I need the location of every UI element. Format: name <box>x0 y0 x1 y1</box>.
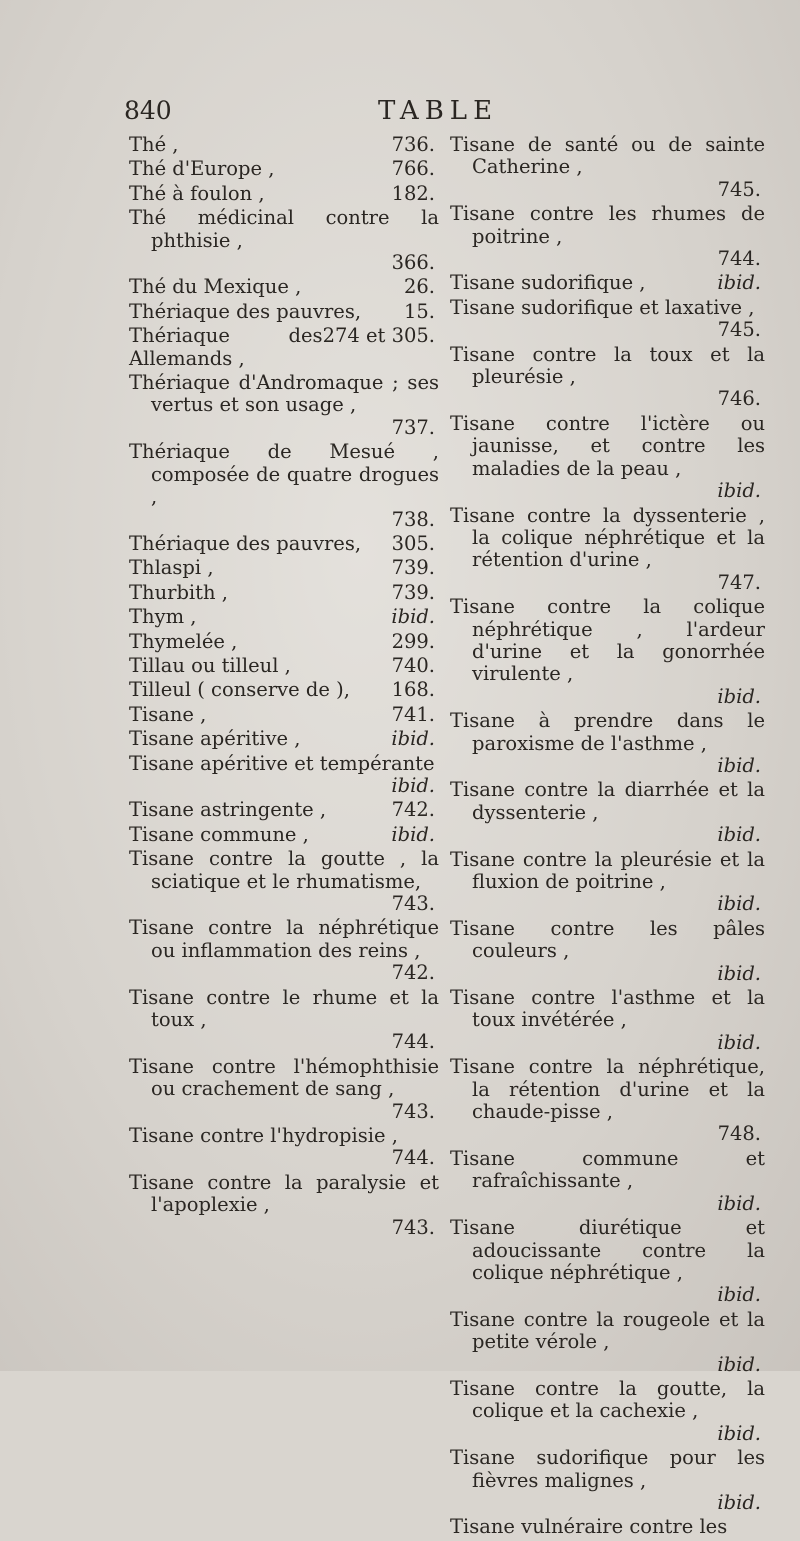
entry-text: Tisane contre l'hydropisie , <box>129 1124 398 1148</box>
entry-page-ref: 747. <box>717 570 761 594</box>
index-entry <box>450 1447 765 1514</box>
entry-page-ref: 168. <box>391 678 435 702</box>
entry-text: Tisane contre la dyssenterie , la colique néphrétique et la rétention d'urine , <box>450 503 765 572</box>
entry-page-ref: ibid. <box>391 605 435 629</box>
index-entry <box>129 799 439 821</box>
entry-page-ref: 744. <box>391 1146 435 1170</box>
entry-page-ref: ibid. <box>717 961 761 985</box>
index-entry <box>129 557 439 579</box>
entry-text: Tisane contre la rougeole et la petite vérole , <box>450 1307 765 1354</box>
entry-text: Thé du Mexique , <box>129 275 302 299</box>
index-entry <box>129 753 439 798</box>
entry-page-ref: 748. <box>717 1122 761 1146</box>
entry-page-ref: ibid. <box>717 684 761 708</box>
entry-text: Tisane contre la néphrétique, la rétention d'urine et la chaude-pisse , <box>450 1055 765 1124</box>
index-entry <box>129 987 439 1054</box>
entry-text: Tisane apéritive et tempérante <box>129 751 435 775</box>
index-entry <box>129 1172 439 1239</box>
index-entry <box>129 441 439 531</box>
entry-page-ref: 737. <box>391 415 435 439</box>
index-entry <box>450 1516 765 1538</box>
index-entry <box>129 372 439 439</box>
index-entry <box>129 134 439 156</box>
index-entry <box>129 207 439 274</box>
entry-page-ref: 766. <box>391 157 435 181</box>
index-entry <box>450 987 765 1054</box>
entry-text: Tisane commune , <box>129 822 309 846</box>
entry-text: Thé d'Europe , <box>129 157 275 181</box>
index-entry <box>450 1378 765 1445</box>
entry-text: Thurbith , <box>129 580 228 604</box>
entry-page-ref: 741. <box>391 702 435 726</box>
entry-page-ref: 744. <box>391 1030 435 1054</box>
entry-text: Tisane contre la néphrétique ou inflammation des reins , <box>129 916 439 962</box>
entry-page-ref: 299. <box>391 629 435 653</box>
index-entry <box>129 276 439 298</box>
entry-text: Tisane contre l'ictère ou jaunisse, et contre les maladies de la peau , <box>450 411 765 480</box>
entry-page-ref: ibid. <box>717 753 761 777</box>
index-entry <box>129 728 439 750</box>
entry-page-ref: ibid. <box>391 822 435 846</box>
entry-text: Tisane contre l'hémophthisie ou crachement de sang , <box>129 1054 439 1101</box>
entry-text: Tisane commune et rafraîchissante , <box>450 1146 765 1193</box>
entry-text: Tisane sudorifique pour les fièvres malignes , <box>450 1446 765 1492</box>
index-entry <box>450 297 765 342</box>
index-entry <box>129 301 439 323</box>
entry-page-ref: ibid. <box>717 1191 761 1215</box>
entry-text: Tisane contre les rhumes de poitrine , <box>450 202 765 248</box>
entry-text: Tilleul ( conserve de ), <box>129 678 350 702</box>
entry-page-ref: ibid. <box>717 271 761 295</box>
entry-text: Tisane à prendre dans le paroxisme de l'asthme , <box>450 709 765 755</box>
index-entry <box>450 344 765 411</box>
entry-page-ref: 745. <box>717 177 761 201</box>
index-entry <box>450 505 765 595</box>
entry-text: Tisane contre le rhume et la toux , <box>129 985 439 1032</box>
entry-text: Tisane astringente , <box>129 798 327 822</box>
entry-page-ref: 366. <box>391 251 435 275</box>
entry-text: Tisane sudorifique , <box>450 271 646 295</box>
entry-page-ref: ibid. <box>717 1421 761 1445</box>
entry-text: Tisane contre la goutte , la sciatique et le rhumatisme, <box>129 847 439 893</box>
page-header <box>124 96 754 136</box>
index-entry <box>129 325 439 370</box>
entry-page-ref: 739. <box>391 580 435 604</box>
entry-page-ref: ibid. <box>717 1352 761 1376</box>
entry-text: Tisane de santé ou de sainte Catherine , <box>450 133 765 179</box>
entry-page-ref: 743. <box>391 1099 435 1123</box>
entry-page-ref: 743. <box>391 1215 435 1239</box>
index-entry <box>129 704 439 726</box>
entry-page-ref: 744. <box>717 247 761 271</box>
page-number: 840 <box>124 96 172 125</box>
entry-text: Thériaque d'Andromaque ; ses vertus et son usage , <box>129 371 439 417</box>
entry-page-ref: 738. <box>391 507 435 531</box>
index-entry <box>129 917 439 984</box>
entry-page-ref: 182. <box>391 181 435 205</box>
entry-text: Tisane sudorifique et laxative , <box>450 295 755 319</box>
entry-text: Thym , <box>129 605 197 629</box>
entry-text: Tisane diurétique et adoucissante contre la colique néphrétique , <box>450 1216 765 1284</box>
entry-text: Tisane contre la goutte, la colique et la cachexie , <box>450 1376 765 1423</box>
entry-page-ref: 739. <box>391 556 435 580</box>
entry-page-ref: 742. <box>391 961 435 985</box>
entry-text: Tisane contre la colique néphrétique , l'ardeur d'urine et la gonorrhée virulente , <box>450 595 765 686</box>
entry-page-ref: 305. <box>391 531 435 555</box>
entry-page-ref: 274 et 305. <box>322 324 435 348</box>
entry-page-ref: 746. <box>717 387 761 411</box>
index-entry <box>450 849 765 916</box>
entry-text: Tisane vulnéraire contre les <box>450 1515 728 1539</box>
entry-text: Thé médicinal contre la phthisie , <box>129 206 439 252</box>
index-entry <box>450 1309 765 1376</box>
index-entry <box>129 679 439 701</box>
index-entry <box>450 272 765 294</box>
index-entry <box>129 158 439 180</box>
entry-text: Tisane contre l'asthme et la toux invétérée , <box>450 986 765 1032</box>
index-entry <box>450 1056 765 1146</box>
index-entry <box>129 1125 439 1170</box>
index-entry <box>450 203 765 270</box>
entry-page-ref: 745. <box>717 318 761 342</box>
entry-page-ref: 742. <box>391 798 435 822</box>
entry-text: Thlaspi , <box>129 556 214 580</box>
entry-text: Tisane contre les pâles couleurs , <box>450 916 765 963</box>
index-entry <box>450 134 765 201</box>
entry-text: Thériaque des pauvres, <box>129 299 362 323</box>
entry-text: Thé à foulon , <box>129 181 265 205</box>
index-entry <box>450 710 765 777</box>
entry-page-ref: 26. <box>403 275 435 299</box>
entry-page-ref: 743. <box>391 892 435 915</box>
index-entry <box>450 413 765 503</box>
entry-page-ref: ibid. <box>391 727 435 751</box>
entry-text: Tisane apéritive , <box>129 727 301 751</box>
index-entry <box>129 631 439 653</box>
entry-text: Thériaque de Mesué , composée de quatre drogues , <box>129 440 439 509</box>
entry-text: Tillau ou tilleul , <box>129 653 291 677</box>
index-entry <box>450 596 765 708</box>
entry-page-ref: ibid. <box>717 479 761 503</box>
index-entry <box>129 1056 439 1123</box>
entry-text: Tisane contre la paralysie et l'apoplexie , <box>129 1170 439 1217</box>
entry-text: Thériaque des pauvres, <box>129 531 362 555</box>
entry-text: Thymelée , <box>129 629 238 653</box>
entry-text: Tisane contre la toux et la pleurésie , <box>450 342 765 389</box>
entry-page-ref: ibid. <box>717 823 761 847</box>
index-column-right <box>450 134 765 1541</box>
entry-page-ref: 740. <box>391 653 435 677</box>
entry-page-ref: ibid. <box>717 892 761 916</box>
index-column-left <box>129 134 439 1241</box>
index-entry <box>450 779 765 846</box>
index-entry <box>129 606 439 628</box>
index-entry <box>450 1148 765 1215</box>
index-entry <box>129 824 439 846</box>
entry-page-ref: ibid. <box>391 773 435 797</box>
index-entry <box>129 183 439 205</box>
entry-text: Tisane contre la diarrhée et la dyssenterie , <box>450 778 765 824</box>
index-entry <box>450 918 765 985</box>
index-entry <box>129 655 439 677</box>
page-title: TABLE <box>378 96 499 126</box>
entry-page-ref: ibid. <box>717 1490 761 1514</box>
entry-page-ref: 736. <box>391 133 435 156</box>
index-entry <box>450 1217 765 1307</box>
entry-page-ref: ibid. <box>717 1283 761 1307</box>
entry-text: Thé , <box>129 133 179 156</box>
entry-text: Tisane contre la pleurésie et la fluxion de poitrine , <box>450 847 765 893</box>
index-entry <box>129 582 439 604</box>
entry-text: Tisane , <box>129 702 207 726</box>
index-entry <box>129 533 439 555</box>
entry-page-ref: 15. <box>403 299 435 323</box>
index-entry <box>129 848 439 915</box>
entry-page-ref: ibid. <box>717 1030 761 1054</box>
entry-text: Thériaque des Allemands , <box>129 324 323 370</box>
